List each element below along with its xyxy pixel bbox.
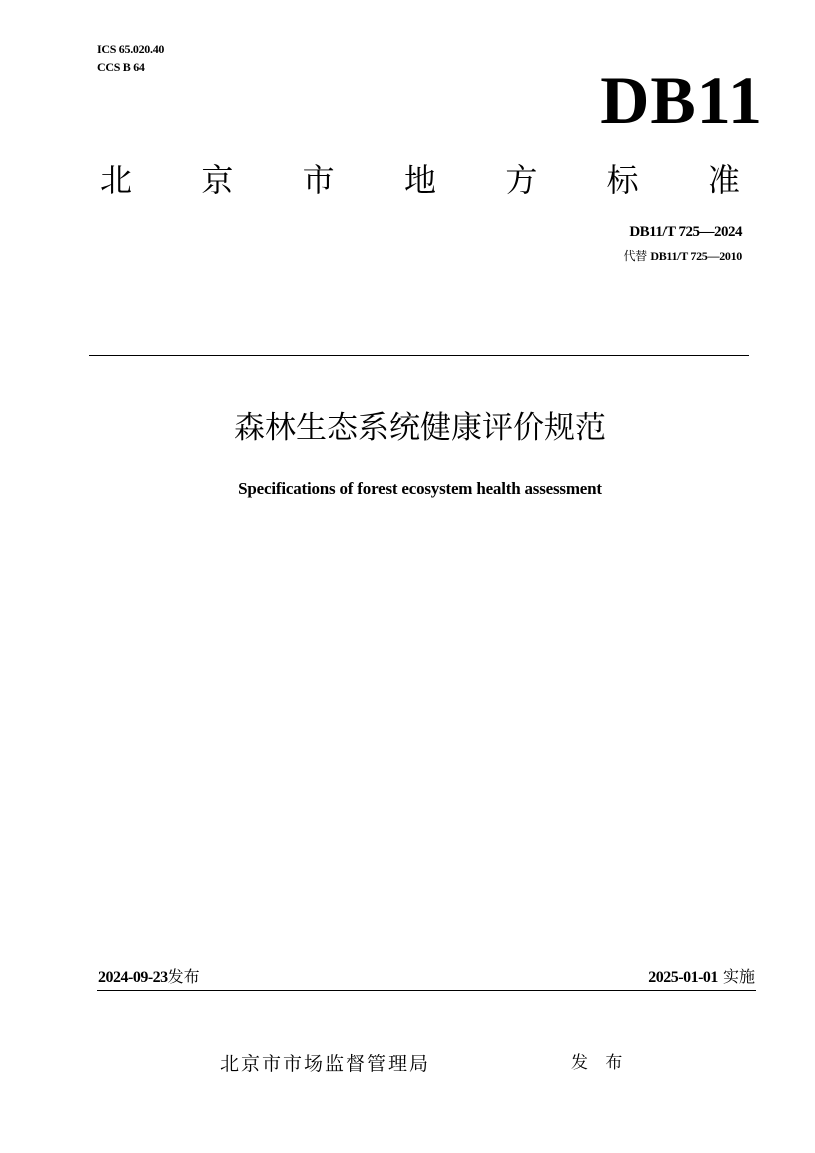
standard-type-char: 方 [505,161,538,199]
issue-date-label: 发布 [167,967,200,986]
replaces-number: DB11/T 725—2010 [650,249,742,263]
standard-type-char: 北 [100,161,133,199]
standard-number: DB11/T 725—2024 [629,224,742,240]
effective-date-line [648,966,755,989]
issue-label: 发 布 [571,1053,629,1073]
standard-type-char: 京 [201,161,234,199]
ccs-code: CCS B 64 [97,60,145,74]
effective-date-label: 实施 [722,967,755,986]
replaces-line [623,248,742,264]
ics-code: ICS 65.020.40 [97,42,165,56]
standard-type-char: 市 [302,161,335,199]
issue-date-line [98,966,200,989]
issue-date: 2024-09-23 [98,969,168,986]
standard-type-heading [100,160,740,200]
bottom-divider [97,990,756,991]
title-chinese: 森林生态系统健康评价规范 [234,410,606,446]
standard-type-char: 标 [606,161,639,199]
effective-date: 2025-01-01 [648,969,718,986]
issuing-authority: 北京市市场监督管理局 [220,1053,431,1075]
replaces-label: 代替 [623,249,647,263]
title-english: Specifications of forest ecosystem health assessment [238,479,602,498]
standard-type-char: 地 [403,161,436,199]
standard-type-char: 准 [707,161,740,199]
db11-logo: DB11 [600,62,763,138]
top-divider [89,355,749,356]
